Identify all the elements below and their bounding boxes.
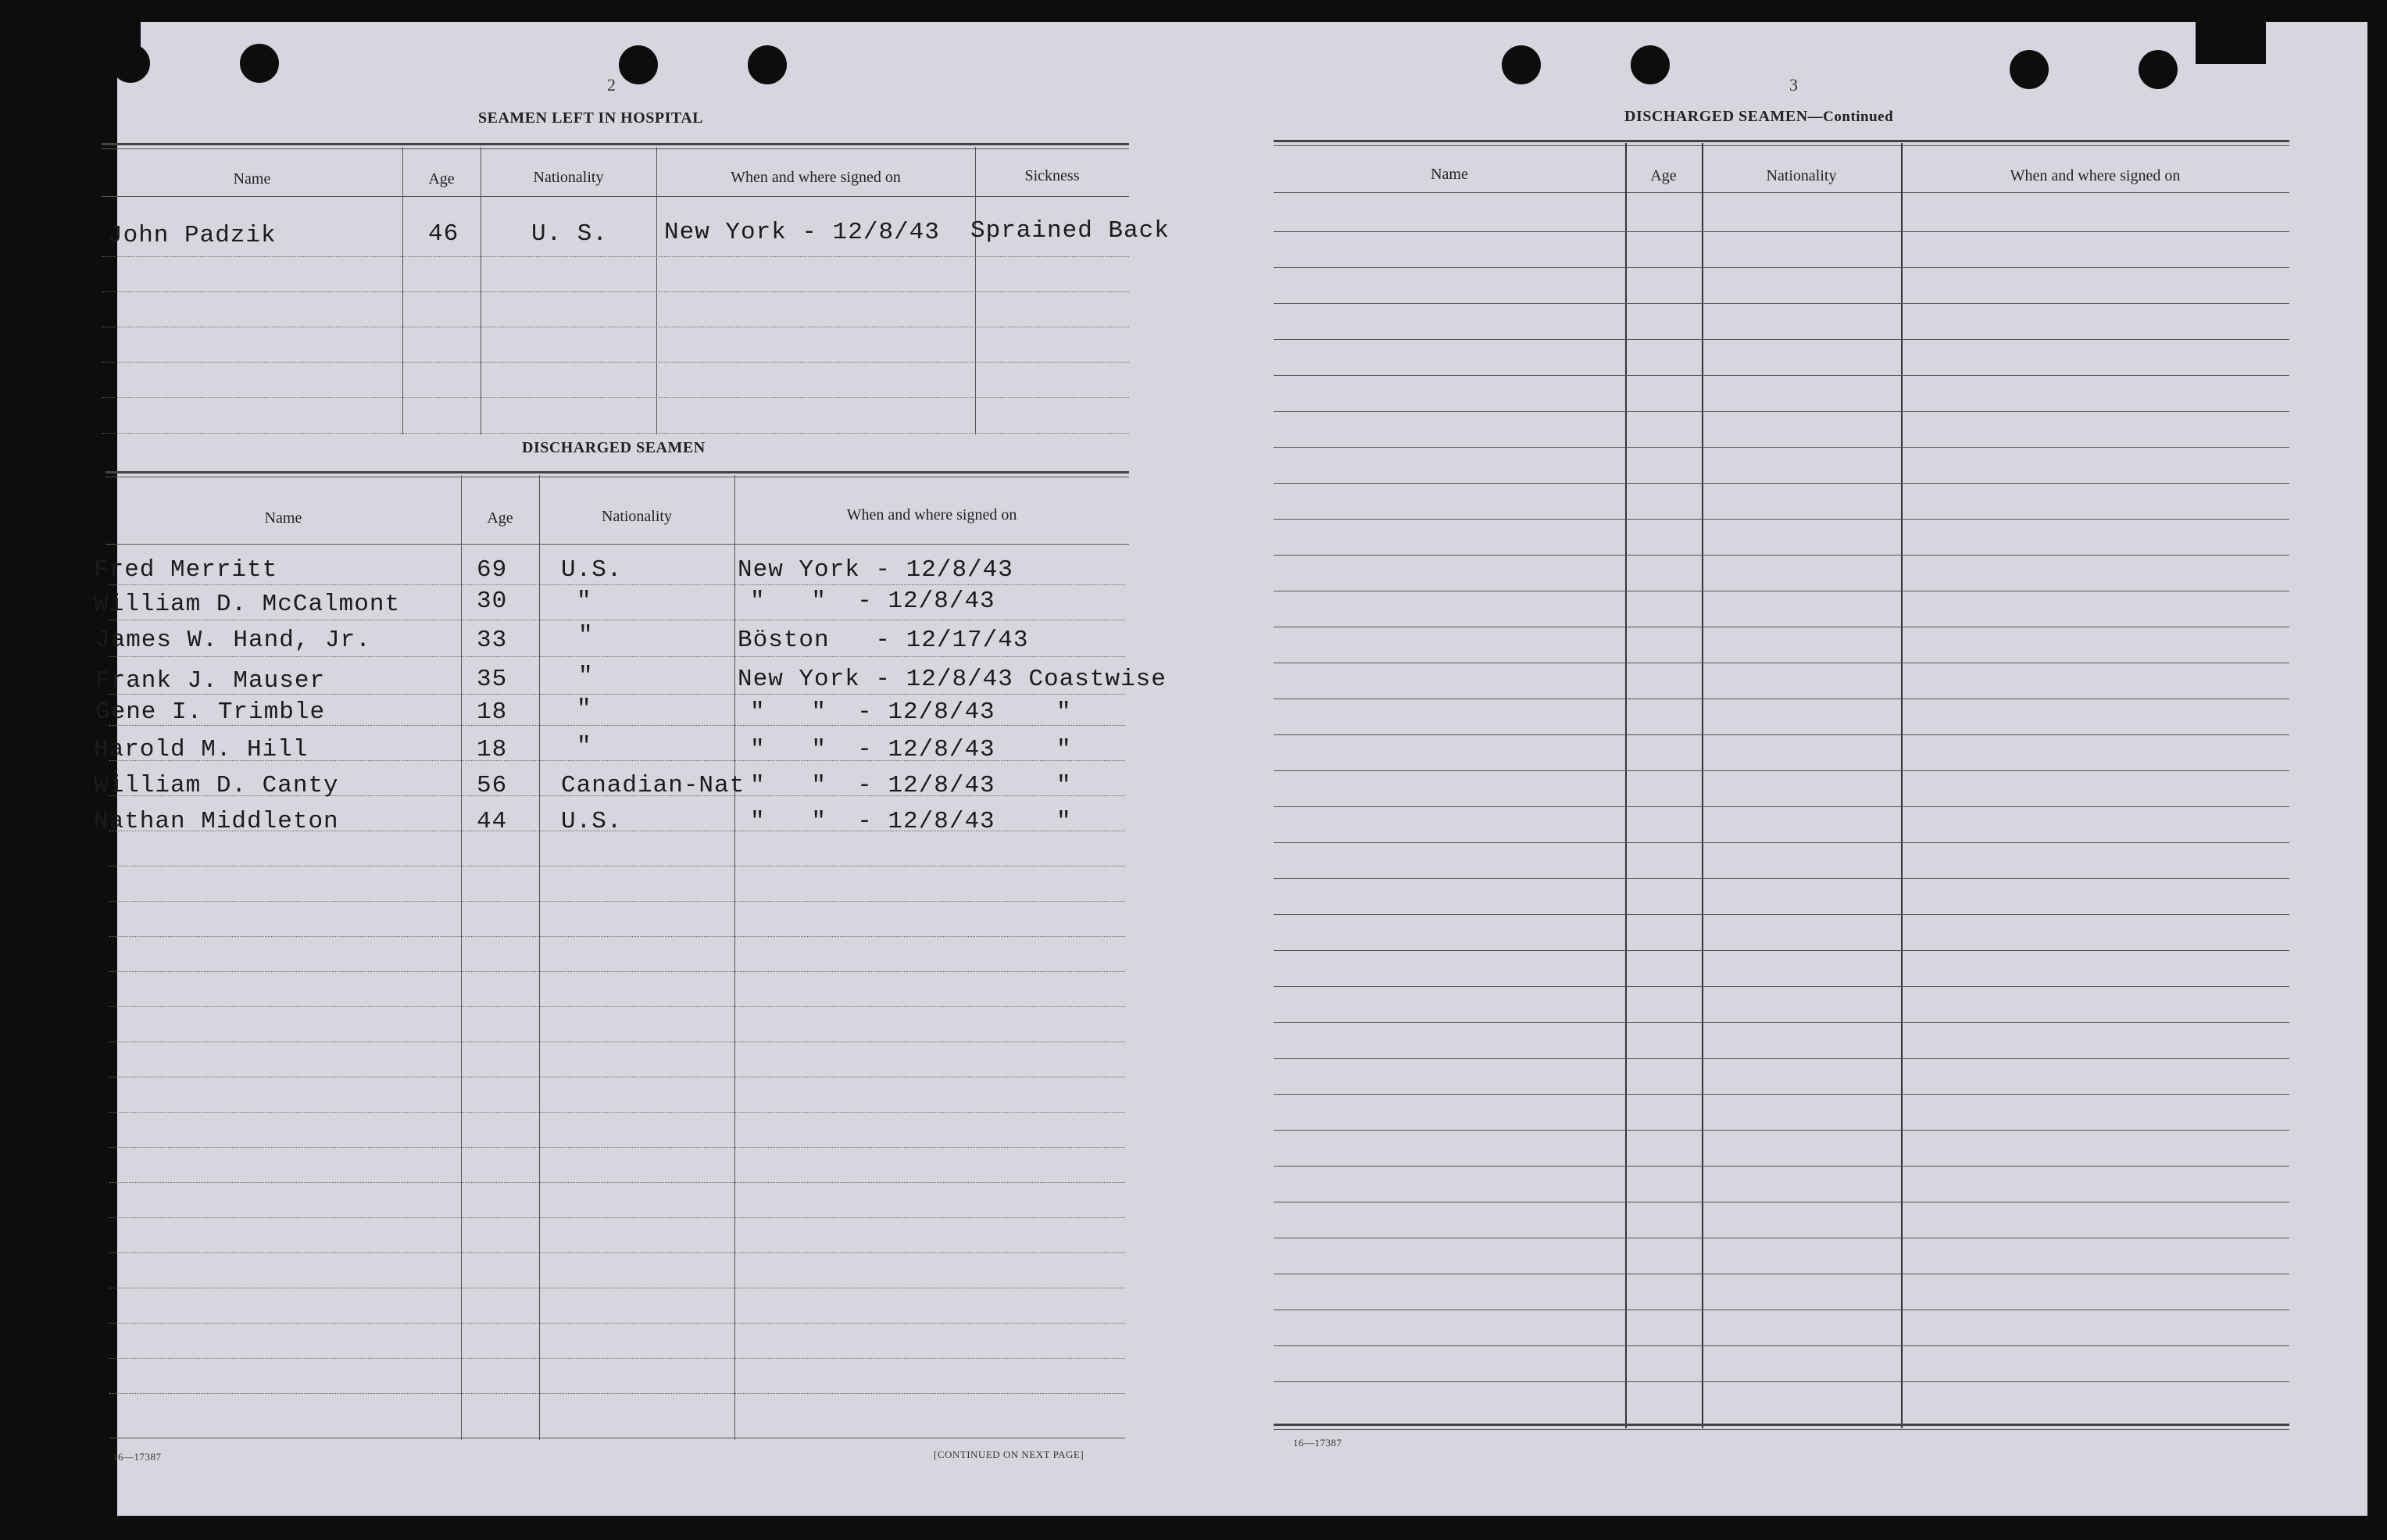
header-signed-on: When and where signed on — [2010, 167, 2181, 184]
punch-hole — [2139, 50, 2178, 89]
header-nationality: Nationality — [602, 508, 672, 525]
cell-signed-on: " " - 12/8/43 " — [750, 699, 1072, 726]
right-section-title — [1624, 108, 1893, 126]
cell-signed-on: New York - 12/8/43 — [738, 556, 1013, 584]
cell-age: 18 — [477, 736, 508, 763]
discharged-section-title: DISCHARGED SEAMEN — [522, 439, 706, 456]
punch-hole — [748, 45, 787, 84]
header-age: Age — [428, 170, 455, 188]
cell-age: 18 — [477, 699, 508, 726]
cell-signed-on: " " - 12/8/43 " — [750, 772, 1072, 799]
form-number: 16—17387 — [113, 1451, 162, 1463]
cell-name: William D. McCalmont — [94, 591, 401, 618]
cell-name: Nathan Middleton — [94, 808, 339, 835]
cell-name: Fred Merritt — [94, 556, 278, 584]
cell-signed-on: Böston - 12/17/43 — [738, 627, 1029, 654]
cell-signed-on: " " - 12/8/43 " — [750, 736, 1072, 763]
cell-nationality: " — [578, 622, 594, 649]
cell-age: 46 — [428, 220, 459, 248]
cell-age: 30 — [477, 588, 508, 615]
header-signed-on: When and where signed on — [846, 506, 1017, 523]
cell-age: 35 — [477, 666, 508, 693]
header-nationality: Nationality — [1766, 167, 1837, 184]
cell-name: John Padzik — [108, 222, 277, 249]
header-age: Age — [1650, 167, 1677, 184]
header-name: Name — [264, 509, 302, 527]
punch-hole — [1631, 45, 1670, 84]
cell-name: Harold M. Hill — [94, 736, 309, 763]
header-name: Name — [233, 170, 271, 188]
cell-name: Frank J. Mauser — [95, 667, 326, 695]
header-name: Name — [1431, 166, 1468, 183]
document-sheet — [94, 22, 2367, 1516]
right-section-title-main: DISCHARGED SEAMEN — [1624, 108, 1808, 125]
cell-name: Gene I. Trimble — [95, 699, 326, 726]
right-page-number: 3 — [1789, 75, 1798, 95]
punch-hole — [619, 45, 658, 84]
cell-nationality: " — [578, 663, 594, 690]
punch-hole — [2010, 50, 2049, 89]
torn-corner — [2196, 22, 2266, 64]
header-sickness: Sickness — [1024, 167, 1080, 184]
header-age: Age — [487, 509, 513, 527]
hospital-section-title: SEAMEN LEFT IN HOSPITAL — [478, 109, 704, 127]
cell-age: 69 — [477, 556, 508, 584]
torn-corner — [117, 22, 141, 55]
cell-sickness: Sprained Back — [970, 217, 1170, 245]
cell-signed-on: New York - 12/8/43 — [664, 219, 940, 246]
punch-hole — [1502, 45, 1541, 84]
cell-age: 56 — [477, 772, 508, 799]
cell-nationality: U. S. — [531, 220, 609, 248]
header-signed-on: When and where signed on — [731, 169, 901, 186]
cell-nationality: Canadian-Nat — [561, 772, 745, 799]
cell-age: 33 — [477, 627, 508, 654]
cell-signed-on: " " - 12/8/43 " — [750, 808, 1072, 835]
cell-nationality: " — [577, 695, 592, 723]
cell-signed-on: New York - 12/8/43 Coastwise — [738, 666, 1167, 693]
cell-age: 44 — [477, 808, 508, 835]
cell-nationality: " — [577, 588, 592, 615]
continued-note: [CONTINUED ON NEXT PAGE] — [934, 1449, 1085, 1460]
cell-signed-on: " " - 12/8/43 — [750, 588, 995, 615]
punch-hole — [240, 44, 279, 83]
cell-name: William D. Canty — [94, 772, 339, 799]
cell-nationality: U.S. — [561, 808, 623, 835]
cell-name: James W. Hand, Jr. — [95, 627, 371, 654]
cell-nationality: U.S. — [561, 556, 623, 584]
left-page-number: 2 — [607, 75, 616, 95]
form-number: 16—17387 — [1293, 1437, 1342, 1449]
right-section-title-cont: —Continued — [1807, 109, 1894, 125]
header-nationality: Nationality — [533, 169, 604, 186]
cell-nationality: " — [577, 733, 592, 760]
